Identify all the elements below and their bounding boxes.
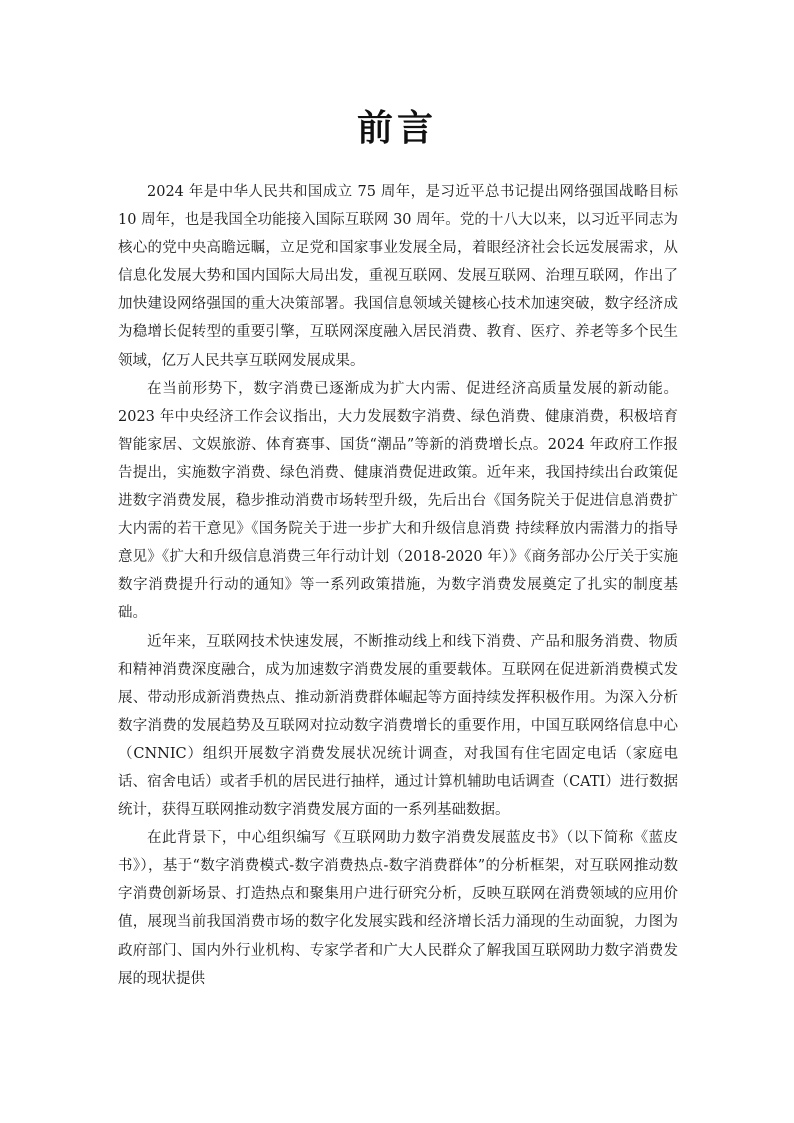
page-title: 前言 xyxy=(356,107,437,149)
paragraph-2: 在当前形势下，数字消费已逐渐成为扩大内需、促进经济高质量发展的新动能。2023 年中央经济工作会议指出，大力发展数字消费、绿色消费、健康消费，积极培育智能家居、文娱旅游、体育赛事、国货“潮品”等新的消费增长点。2024 年政府工作报告提出，实施数字消费、绿色消费、健康消费促进政策。近年来，我国持续出台政策促进数字消费发展，稳步推动消费市场转型升级，先后出台《国务院关于促进信息消费扩大内需的若干意见》《国务院关于进一步扩大和升级信息消费 持续释放内需潜力的指导意见》《扩大和升级信息消费三年行动计划（2018-2020 年）》《商务部办公厅关于实施数字消费提升行动的通知》等一系列政策措施，为数字消费发展奠定了扎实的制度基础。 xyxy=(118,380,678,622)
paragraph-1: 2024 年是中华人民共和国成立 75 周年，是习近平总书记提出网络强国战略目标 10 周年，也是我国全功能接入国际互联网 30 周年。党的十八大以来，以习近平同志为核心的党中央高瞻远瞩，立足党和国家事业发展全局，着眼经济社会长远发展需求，从信息化发展大势和国内国际大局出发，重视互联网、发展互联网、治理互联网，作出了加快建设网络强国的重大决策部署。我国信息领域关键核心技术加速突破，数字经济成为稳增长促转型的重要引擎，互联网深度融入居民消费、教育、医疗、养老等多个民生领域，亿万人民共享互联网发展成果。 xyxy=(118,184,678,369)
document-body xyxy=(118,178,678,993)
paragraph-4: 在此背景下，中心组织编写《互联网助力数字消费发展蓝皮书》（以下简称《蓝皮书》），基于“数字消费模式-数字消费热点-数字消费群体”的分析框架，对互联网推动数字消费创新场景、打造热点和聚集用户进行研究分析，反映互联网在消费领域的应用价值，展现当前我国消费市场的数字化发展实践和经济增长活力涌现的生动面貌，力图为政府部门、国内外行业机构、专家学者和广大人民群众了解我国互联网助力数字消费发展的现状提供 xyxy=(118,830,678,987)
paragraph-3: 近年来，互联网技术快速发展，不断推动线上和线下消费、产品和服务消费、物质和精神消费深度融合，成为加速数字消费发展的重要载体。互联网在促进新消费模式发展、带动形成新消费热点、推动新消费群体崛起等方面持续发挥积极作用。为深入分析数字消费的发展趋势及互联网对拉动数字消费增长的重要作用，中国互联网络信息中心（CNNIC）组织开展数字消费发展状况统计调查，对我国有住宅固定电话（家庭电话、宿舍电话）或者手机的居民进行抽样，通过计算机辅助电话调查（CATI）进行数据统计，获得互联网推动数字消费发展方面的一系列基础数据。 xyxy=(118,633,678,819)
